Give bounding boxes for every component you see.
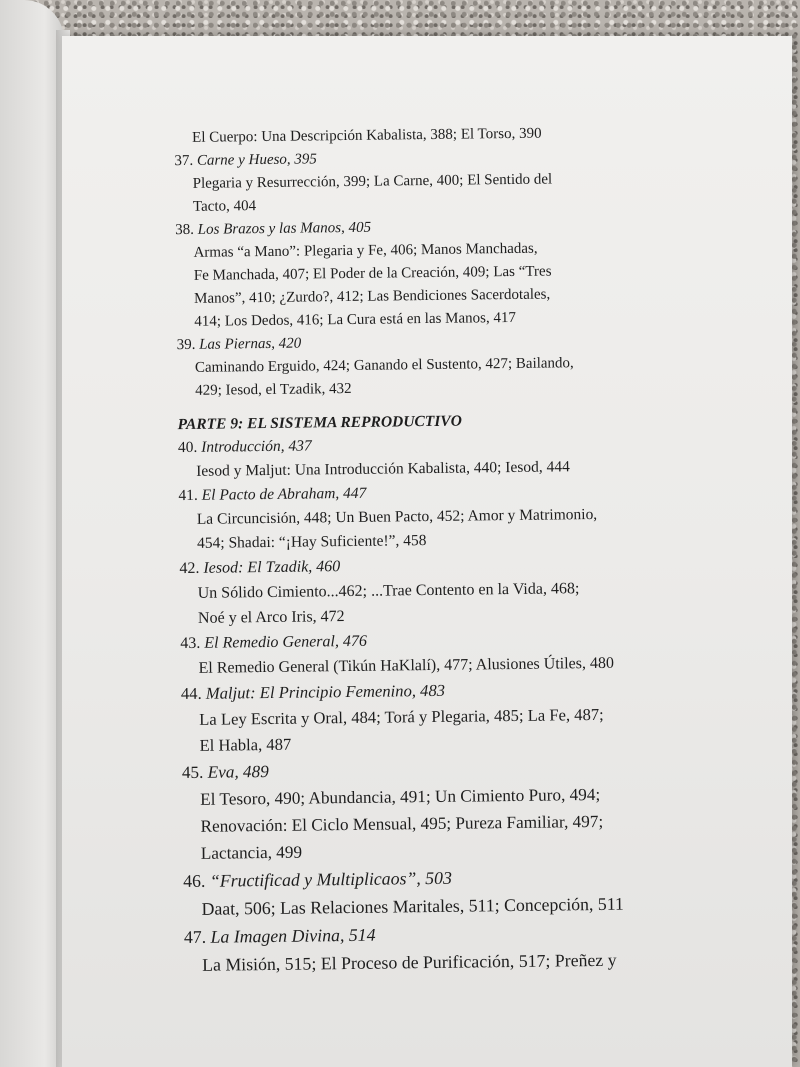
chapter-number: 41. xyxy=(178,486,198,505)
toc-entry-43 xyxy=(106,625,647,682)
chapter-title: Introducción, 437 xyxy=(201,437,312,456)
chapter-number: 38. xyxy=(175,221,195,239)
chapter-number: 47. xyxy=(183,926,207,948)
chapter-number: 46. xyxy=(183,870,206,892)
toc-subtopics: 429; Iesod, el Tzadik, 432 xyxy=(195,380,352,399)
part-heading: PARTE 9: EL SISTEMA REPRODUCTIVO xyxy=(177,412,462,434)
toc-subtopics: El Remedio General (Tikún HaKlalí), 477; Alusiones Útiles, 480 xyxy=(198,654,615,677)
toc-subtopics: La Misión, 515; El Proceso de Purificación, 517; Preñez y xyxy=(202,949,617,975)
toc-subtopics: Iesod y Maljut: Una Introducción Kabalista, 440; Iesod, 444 xyxy=(196,458,570,480)
toc-subtopics: Renovación: El Ciclo Mensual, 495; Pureza Familiar, 497; xyxy=(200,811,604,836)
toc-subtopics: Tacto, 404 xyxy=(192,198,257,215)
chapter-number: 45. xyxy=(181,762,204,783)
toc-subtopics: Daat, 506; Las Relaciones Maritales, 511; Concepción, 511 xyxy=(201,893,624,919)
toc-subtopics: Plegaria y Resurrección, 399; La Carne, 400; El Sentido del xyxy=(192,171,553,192)
chapter-title: El Pacto de Abraham, 447 xyxy=(201,484,367,504)
toc-entry-42 xyxy=(105,550,646,632)
chapter-number: 44. xyxy=(180,683,202,704)
table-of-contents xyxy=(100,121,650,980)
chapter-title: La Imagen Divina, 514 xyxy=(210,924,376,947)
toc-entry-38 xyxy=(101,213,642,335)
chapter-title: El Remedio General, 476 xyxy=(204,632,368,652)
toc-subtopics: Un Sólido Cimiento...462; ...Trae Contento en la Vida, 468; xyxy=(197,580,580,602)
chapter-title: Eva, 489 xyxy=(207,761,269,782)
chapter-title: Las Piernas, 420 xyxy=(199,335,302,353)
toc-subtopics: Armas “a Mano”: Plegaria y Fe, 406; Manos Manchadas, xyxy=(193,240,538,261)
toc-subtopics: Lactancia, 499 xyxy=(200,842,303,863)
chapter-title: Los Brazos y las Manos, 405 xyxy=(197,219,372,238)
toc-subtopics: El Tesoro, 490; Abundancia, 491; Un Cimiento Puro, 494; xyxy=(200,784,601,809)
toc-entry-46 xyxy=(109,861,650,924)
facing-page-edge xyxy=(0,0,64,1067)
toc-entry-45 xyxy=(108,753,649,868)
chapter-number: 37. xyxy=(174,152,194,170)
toc-subtopics: Fe Manchada, 407; El Poder de la Creación, 409; Las “Tres xyxy=(193,263,552,284)
toc-entry-47 xyxy=(110,917,651,980)
toc-entry-41 xyxy=(104,478,645,557)
toc-entry-39 xyxy=(103,328,644,404)
toc-subtopics: El Habla, 487 xyxy=(199,734,292,755)
toc-subtopics: Noé y el Arco Iris, 472 xyxy=(197,608,345,627)
chapter-title: “Fructificad y Multiplicaos”, 503 xyxy=(209,867,453,891)
toc-subtopics: Caminando Erguido, 424; Ganando el Sustento, 427; Bailando, xyxy=(194,355,574,376)
toc-entry-44 xyxy=(107,675,648,760)
toc-subtopics: 454; Shadai: “¡Hay Suficiente!”, 458 xyxy=(196,532,427,552)
chapter-title: Carne y Hueso, 395 xyxy=(196,151,317,169)
toc-subtopics: La Circuncisión, 448; Un Buen Pacto, 452; Amor y Matrimonio, xyxy=(196,505,598,528)
chapter-title: Maljut: El Principio Femenino, 483 xyxy=(205,680,446,703)
chapter-number: 39. xyxy=(176,336,196,354)
toc-entry-40 xyxy=(104,430,645,485)
toc-subtopics: Manos”, 410; ¿Zurdo?, 412; Las Bendiciones Sacerdotales, xyxy=(193,286,551,307)
chapter-title: Iesod: El Tzadik, 460 xyxy=(203,558,341,577)
toc-entry-37 xyxy=(100,144,641,220)
toc-subtopics: 414; Los Dedos, 416; La Cura está en las Manos, 417 xyxy=(194,309,517,330)
chapter-number: 42. xyxy=(179,559,200,578)
toc-subtopics: La Ley Escrita y Oral, 484; Torá y Plegaria, 485; La Fe, 487; xyxy=(199,704,604,729)
chapter-number: 40. xyxy=(177,438,198,457)
chapter-number: 43. xyxy=(180,634,201,653)
toc-subtopics: El Cuerpo: Una Descripción Kabalista, 388; El Torso, 390 xyxy=(192,125,542,146)
